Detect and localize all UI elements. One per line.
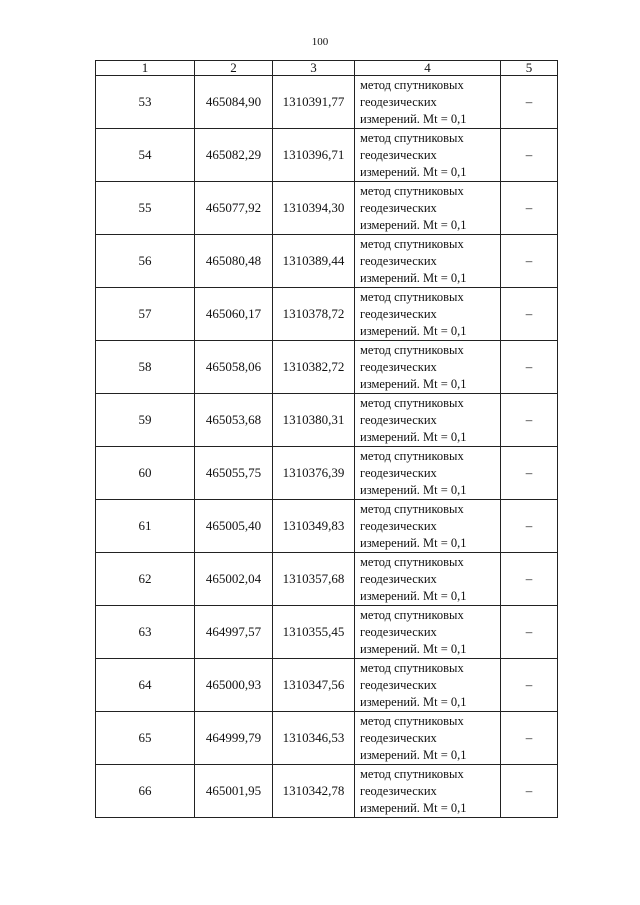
method-cell [355,129,501,182]
table-row [96,129,558,182]
y-coordinate-cell: 1310396,71 [273,129,355,182]
table-row [96,765,558,818]
method-cell [355,765,501,818]
column-header-2: 2 [195,61,273,76]
x-coordinate-cell: 465060,17 [195,288,273,341]
x-coordinate-cell: 465002,04 [195,553,273,606]
y-coordinate-cell: 1310346,53 [273,712,355,765]
method-text-line: геодезических [360,94,437,109]
method-text-line: метод спутниковых [360,607,464,622]
method-cell [355,606,501,659]
point-number-cell: 55 [96,182,195,235]
note-cell: – [501,182,558,235]
method-text-line: метод спутниковых [360,501,464,516]
point-number-cell: 60 [96,447,195,500]
page-number: 100 [311,36,329,48]
point-number-cell: 58 [96,341,195,394]
point-number-cell: 64 [96,659,195,712]
method-text-line: измерений. Mt = 0,1 [360,747,467,762]
x-coordinate-cell: 465082,29 [195,129,273,182]
method-text-line: геодезических [360,412,437,427]
method-cell [355,712,501,765]
note-cell: – [501,76,558,129]
note-cell: – [501,447,558,500]
x-coordinate-cell: 465084,90 [195,76,273,129]
method-text-line: геодезических [360,306,437,321]
method-text-line: метод спутниковых [360,342,464,357]
y-coordinate-cell: 1310355,45 [273,606,355,659]
method-text-line: метод спутниковых [360,395,464,410]
method-text-line: измерений. Mt = 0,1 [360,800,467,815]
x-coordinate-cell: 465001,95 [195,765,273,818]
x-coordinate-cell: 465077,92 [195,182,273,235]
method-text-line: измерений. Mt = 0,1 [360,641,467,656]
method-text-line: измерений. Mt = 0,1 [360,588,467,603]
point-number-cell: 54 [96,129,195,182]
method-text-line: геодезических [360,624,437,639]
method-text-line: геодезических [360,200,437,215]
y-coordinate-cell: 1310342,78 [273,765,355,818]
x-coordinate-cell: 465053,68 [195,394,273,447]
y-coordinate-cell: 1310347,56 [273,659,355,712]
method-text-line: геодезических [360,730,437,745]
table-row [96,288,558,341]
method-cell [355,76,501,129]
point-number-cell: 57 [96,288,195,341]
point-number-cell: 66 [96,765,195,818]
point-number-cell: 65 [96,712,195,765]
method-text-line: измерений. Mt = 0,1 [360,535,467,550]
method-text-line: метод спутниковых [360,766,464,781]
note-cell: – [501,288,558,341]
method-text-line: геодезических [360,465,437,480]
x-coordinate-cell: 464999,79 [195,712,273,765]
method-text-line: метод спутниковых [360,448,464,463]
note-cell: – [501,500,558,553]
method-text-line: геодезических [360,783,437,798]
method-text-line: геодезических [360,571,437,586]
method-text-line: измерений. Mt = 0,1 [360,429,467,444]
method-cell [355,553,501,606]
column-header-5: 5 [501,61,558,76]
table-row [96,394,558,447]
x-coordinate-cell: 465005,40 [195,500,273,553]
point-number-cell: 59 [96,394,195,447]
table-row [96,76,558,129]
table-body [96,76,558,818]
note-cell: – [501,712,558,765]
y-coordinate-cell: 1310391,77 [273,76,355,129]
point-number-cell: 62 [96,553,195,606]
y-coordinate-cell: 1310376,39 [273,447,355,500]
x-coordinate-cell: 465058,06 [195,341,273,394]
method-text-line: геодезических [360,518,437,533]
table-row [96,553,558,606]
x-coordinate-cell: 464997,57 [195,606,273,659]
method-text-line: измерений. Mt = 0,1 [360,111,467,126]
column-header-4: 4 [355,61,501,76]
y-coordinate-cell: 1310380,31 [273,394,355,447]
x-coordinate-cell: 465000,93 [195,659,273,712]
y-coordinate-cell: 1310389,44 [273,235,355,288]
x-coordinate-cell: 465055,75 [195,447,273,500]
table-row [96,712,558,765]
note-cell: – [501,659,558,712]
note-cell: – [501,606,558,659]
method-text-line: метод спутниковых [360,236,464,251]
method-cell [355,500,501,553]
y-coordinate-cell: 1310378,72 [273,288,355,341]
method-text-line: геодезических [360,253,437,268]
method-text-line: геодезических [360,359,437,374]
method-text-line: метод спутниковых [360,713,464,728]
y-coordinate-cell: 1310357,68 [273,553,355,606]
method-cell [355,447,501,500]
method-cell [355,182,501,235]
method-text-line: измерений. Mt = 0,1 [360,323,467,338]
table-row [96,659,558,712]
method-text-line: измерений. Mt = 0,1 [360,482,467,497]
table-row [96,606,558,659]
note-cell: – [501,553,558,606]
note-cell: – [501,129,558,182]
method-text-line: метод спутниковых [360,660,464,675]
method-text-line: измерений. Mt = 0,1 [360,164,467,179]
column-header-1: 1 [96,61,195,76]
method-text-line: метод спутниковых [360,130,464,145]
method-text-line: метод спутниковых [360,183,464,198]
method-text-line: измерений. Mt = 0,1 [360,217,467,232]
method-text-line: метод спутниковых [360,554,464,569]
point-number-cell: 63 [96,606,195,659]
table-row [96,500,558,553]
point-number-cell: 53 [96,76,195,129]
y-coordinate-cell: 1310349,83 [273,500,355,553]
table-header-row [96,61,558,76]
method-text-line: геодезических [360,677,437,692]
point-number-cell: 61 [96,500,195,553]
column-header-3: 3 [273,61,355,76]
method-text-line: метод спутниковых [360,289,464,304]
method-cell [355,394,501,447]
method-text-line: измерений. Mt = 0,1 [360,270,467,285]
method-text-line: измерений. Mt = 0,1 [360,376,467,391]
table-row [96,182,558,235]
method-cell [355,341,501,394]
note-cell: – [501,341,558,394]
point-number-cell: 56 [96,235,195,288]
y-coordinate-cell: 1310394,30 [273,182,355,235]
note-cell: – [501,765,558,818]
method-cell [355,659,501,712]
method-text-line: метод спутниковых [360,77,464,92]
method-text-line: измерений. Mt = 0,1 [360,694,467,709]
note-cell: – [501,394,558,447]
table-row [96,447,558,500]
coordinates-table [95,60,558,818]
method-cell [355,288,501,341]
method-cell [355,235,501,288]
note-cell: – [501,235,558,288]
x-coordinate-cell: 465080,48 [195,235,273,288]
table-row [96,235,558,288]
table-row [96,341,558,394]
y-coordinate-cell: 1310382,72 [273,341,355,394]
method-text-line: геодезических [360,147,437,162]
